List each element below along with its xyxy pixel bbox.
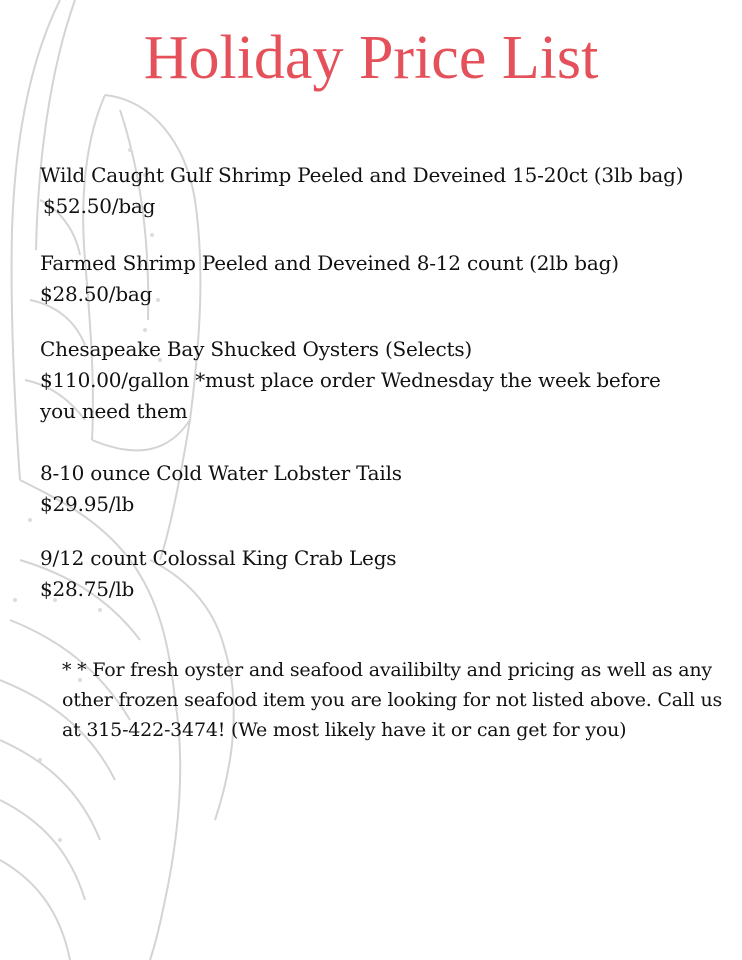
item-price: $28.75/lb: [40, 577, 135, 601]
list-item: [40, 160, 683, 222]
list-item: [40, 543, 396, 605]
contact-note: [62, 655, 734, 745]
list-item: [40, 248, 619, 310]
page-title: Holiday Price List: [143, 24, 599, 92]
item-name: Chesapeake Bay Shucked Oysters (Selects): [40, 337, 473, 361]
list-item: [40, 458, 402, 520]
item-price-continued: you need them: [40, 399, 188, 423]
note-line: other frozen seafood item you are looking for not listed above. Call us: [62, 689, 723, 711]
item-price: $52.50/bag: [43, 194, 156, 218]
note-line: at 315-422-3474! (We most likely have it or can get for you): [62, 719, 627, 741]
item-price: $110.00/gallon *must place order Wednesday the week before: [40, 368, 661, 392]
item-price: $28.50/bag: [40, 282, 153, 306]
item-name: Wild Caught Gulf Shrimp Peeled and Deveined 15-20ct (3lb bag): [40, 163, 684, 187]
note-line: * * For fresh oyster and seafood availibilty and pricing as well as any: [62, 659, 712, 681]
list-item: [40, 334, 661, 427]
item-price: $29.95/lb: [40, 492, 135, 516]
item-name: 8-10 ounce Cold Water Lobster Tails: [40, 461, 402, 485]
item-name: Farmed Shrimp Peeled and Deveined 8-12 count (2lb bag): [40, 251, 619, 275]
item-name: 9/12 count Colossal King Crab Legs: [40, 546, 397, 570]
